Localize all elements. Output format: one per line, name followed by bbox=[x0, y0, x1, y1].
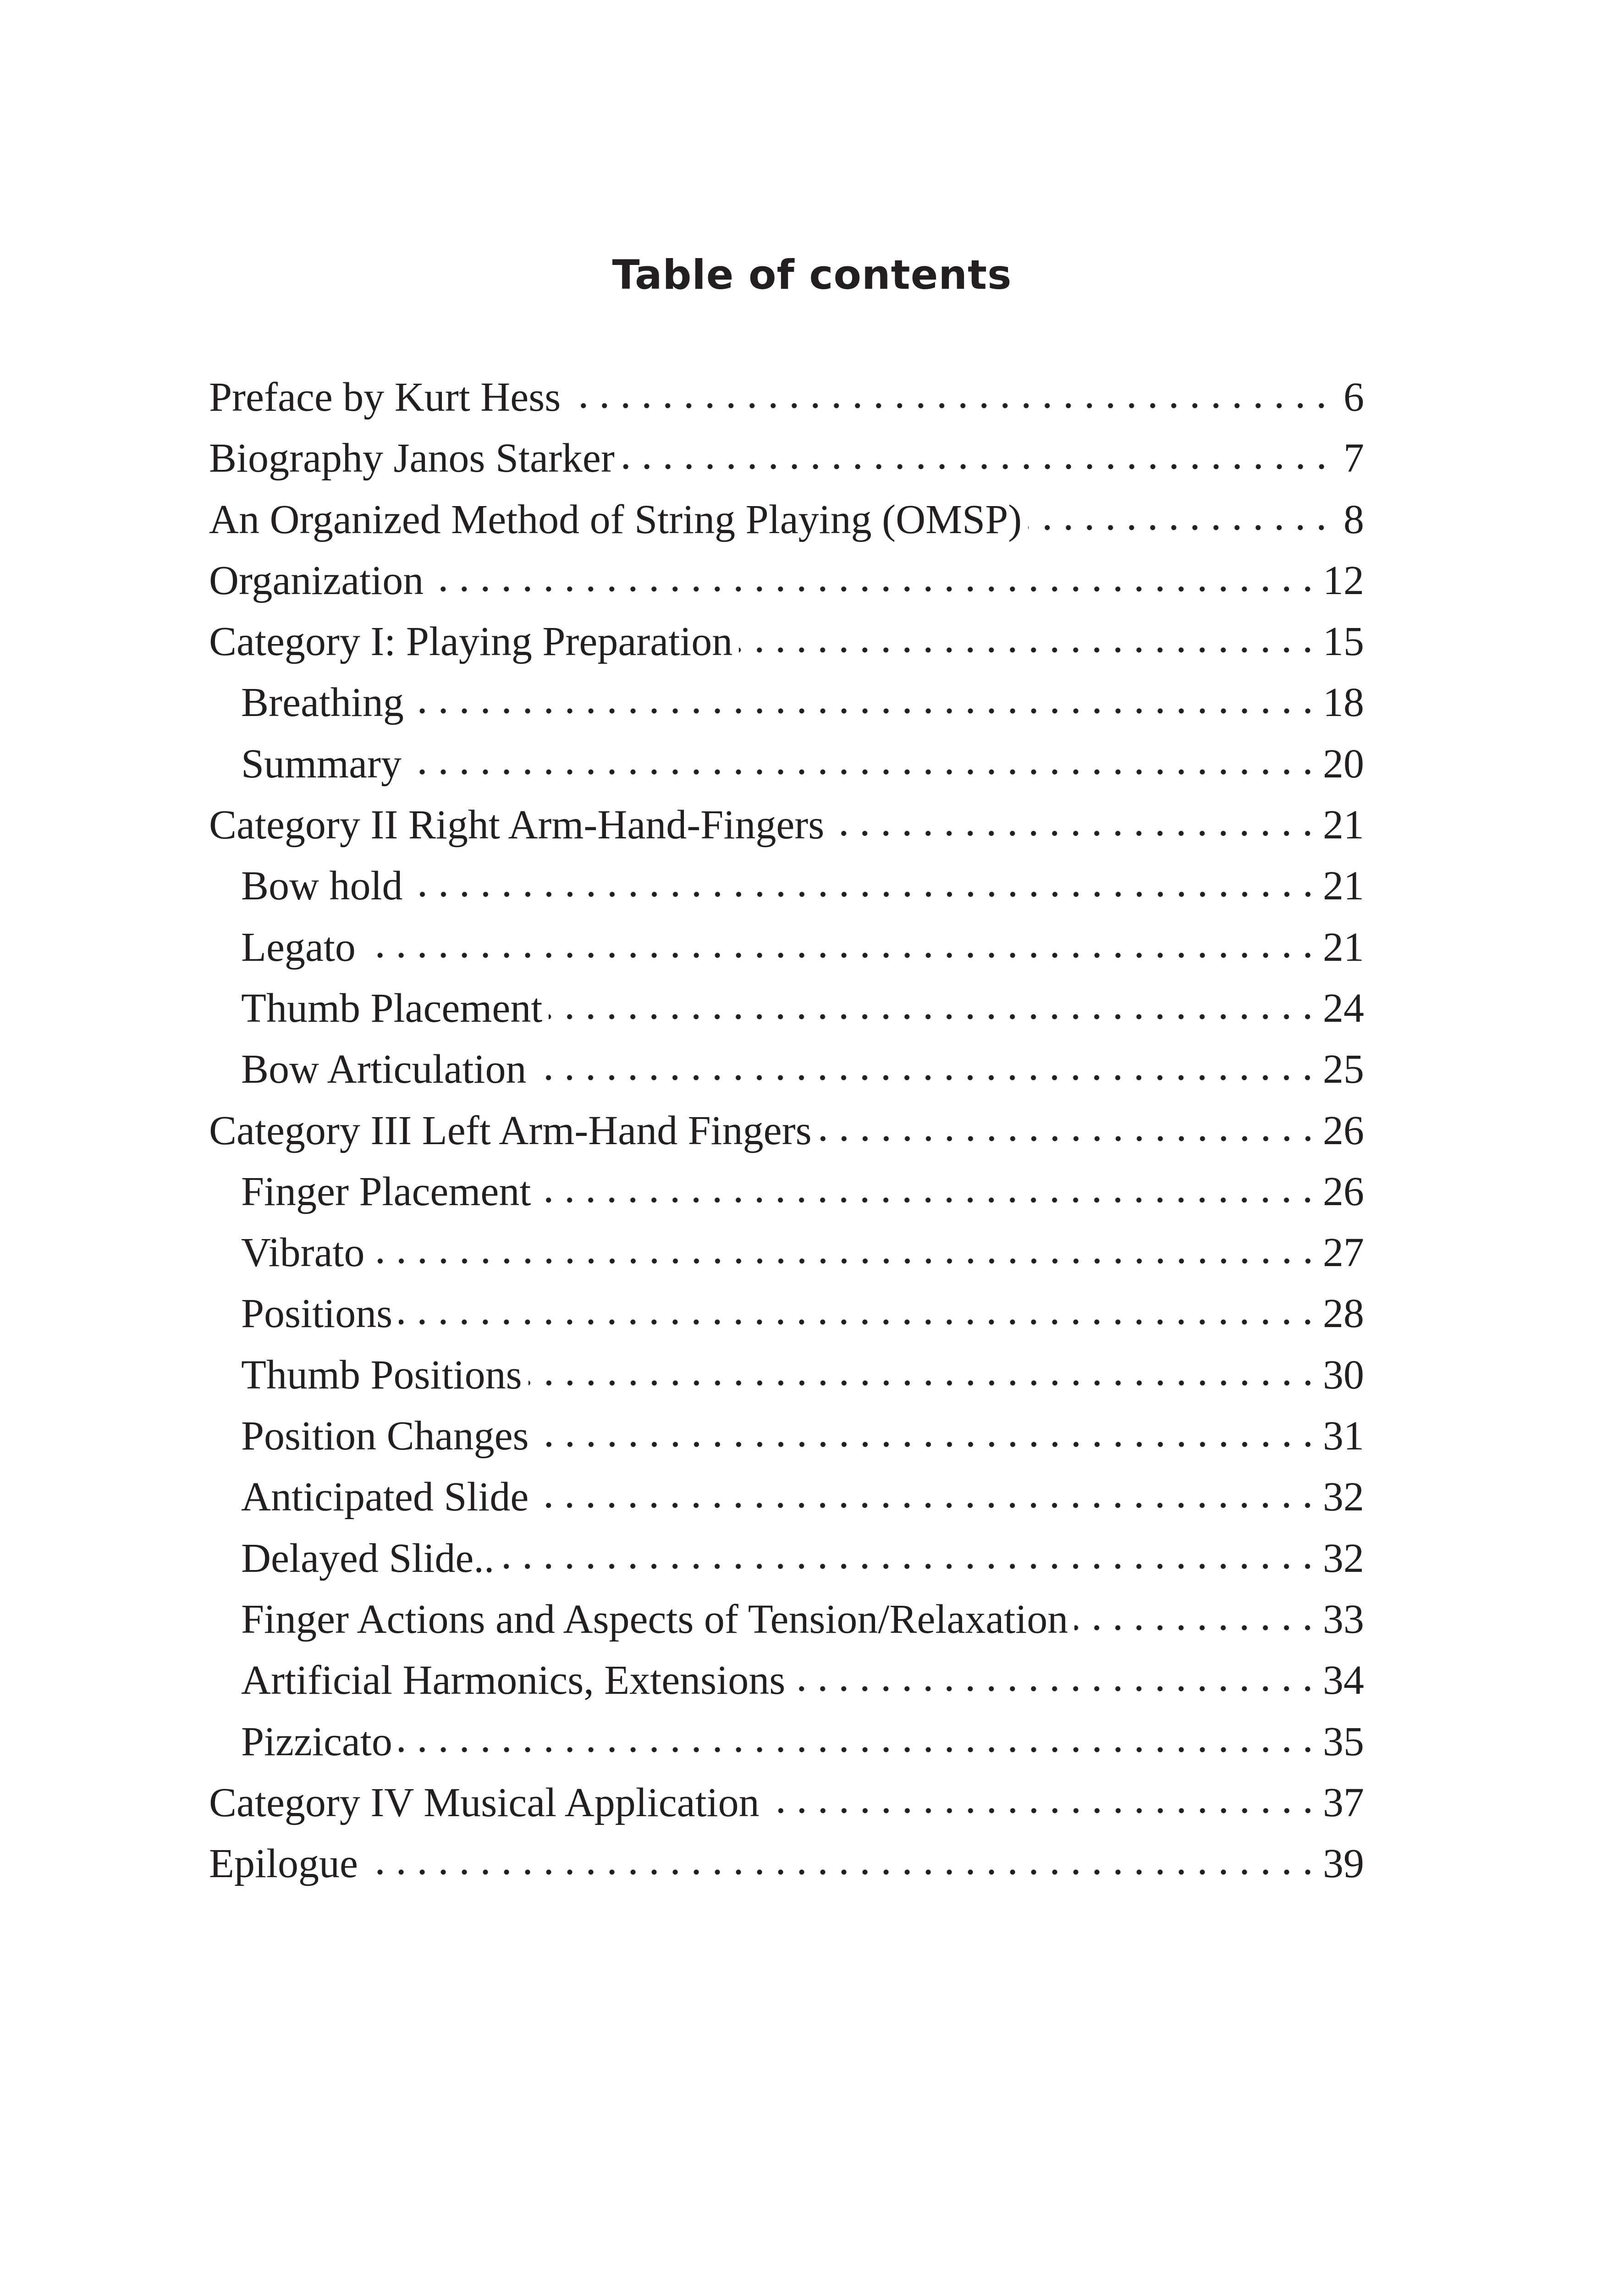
toc-entry[interactable] bbox=[209, 1344, 1364, 1405]
toc-dot-leader bbox=[399, 1747, 1318, 1756]
toc-entry-label: Summary bbox=[241, 733, 408, 794]
toc-entry-label: Positions bbox=[241, 1283, 399, 1344]
toc-entry-label: Epilogue bbox=[209, 1833, 364, 1894]
toc-entry-label: Biography Janos Starker bbox=[209, 428, 621, 489]
toc-entry-label: Legato bbox=[241, 917, 362, 978]
toc-entry-page-number: 34 bbox=[1323, 1658, 1364, 1703]
toc-dot-leader bbox=[371, 1258, 1318, 1267]
toc-entry[interactable] bbox=[209, 1405, 1364, 1466]
toc-entry[interactable] bbox=[209, 1283, 1364, 1344]
toc-entry-label: Vibrato bbox=[241, 1222, 371, 1283]
toc-entry-label: Category II Right Arm-Hand-Fingers bbox=[209, 794, 831, 855]
toc-dot-leader bbox=[739, 647, 1318, 656]
toc-entry-page-number: 26 bbox=[1323, 1168, 1364, 1214]
toc-dot-leader bbox=[1074, 1625, 1318, 1634]
toc-dot-leader bbox=[621, 464, 1332, 473]
toc-entry-page-number: 26 bbox=[1323, 1107, 1364, 1153]
toc-entry[interactable] bbox=[209, 1772, 1364, 1833]
toc-entry[interactable] bbox=[209, 1589, 1364, 1650]
toc-dot-leader bbox=[528, 1380, 1318, 1389]
toc-entry-label: Anticipated Slide bbox=[241, 1466, 535, 1527]
toc-entry-page-number: 27 bbox=[1323, 1230, 1364, 1276]
toc-entry-label: Category IV Musical Application bbox=[209, 1772, 766, 1833]
toc-entry-page-number: 32 bbox=[1323, 1474, 1364, 1520]
toc-entry-label: Bow Articulation bbox=[241, 1039, 533, 1100]
toc-entry[interactable] bbox=[209, 917, 1364, 978]
toc-entry[interactable] bbox=[209, 1222, 1364, 1283]
toc-entry-label: Position Changes bbox=[241, 1405, 535, 1466]
toc-entry[interactable] bbox=[209, 794, 1364, 855]
toc-entry[interactable] bbox=[209, 1650, 1364, 1711]
toc-dot-leader bbox=[549, 1014, 1318, 1023]
toc-dot-leader bbox=[1028, 525, 1332, 534]
toc-entry[interactable] bbox=[209, 550, 1364, 611]
toc-entry[interactable] bbox=[209, 978, 1364, 1039]
toc-entry-page-number: 7 bbox=[1343, 435, 1364, 481]
toc-entry[interactable] bbox=[209, 428, 1364, 489]
toc-entry-page-number: 20 bbox=[1323, 741, 1364, 787]
toc-dot-leader bbox=[567, 403, 1332, 412]
toc-entry[interactable] bbox=[209, 1528, 1364, 1589]
toc-entry-page-number: 12 bbox=[1323, 557, 1364, 603]
toc-dot-leader bbox=[831, 831, 1318, 840]
toc-dot-leader bbox=[408, 769, 1318, 778]
toc-entry-page-number: 24 bbox=[1323, 985, 1364, 1031]
toc-list bbox=[209, 367, 1364, 1894]
toc-entry-page-number: 28 bbox=[1323, 1291, 1364, 1337]
toc-entry-page-number: 6 bbox=[1343, 375, 1364, 420]
toc-entry[interactable] bbox=[209, 1833, 1364, 1894]
toc-dot-leader bbox=[409, 892, 1318, 901]
toc-entry-label: Category I: Playing Preparation bbox=[209, 611, 739, 672]
toc-entry-label: Finger Actions and Aspects of Tension/Relaxation bbox=[241, 1589, 1074, 1650]
toc-entry-label: An Organized Method of String Playing (OMSP) bbox=[209, 489, 1028, 550]
toc-entry-label: Delayed Slide.. bbox=[241, 1528, 501, 1589]
toc-entry[interactable] bbox=[209, 1039, 1364, 1100]
toc-entry[interactable] bbox=[209, 1161, 1364, 1222]
toc-dot-leader bbox=[792, 1686, 1318, 1695]
toc-entry-label: Pizzicato bbox=[241, 1711, 399, 1772]
toc-entry[interactable] bbox=[209, 733, 1364, 794]
toc-entry-page-number: 15 bbox=[1323, 619, 1364, 665]
toc-dot-leader bbox=[362, 953, 1318, 962]
toc-entry-label: Organization bbox=[209, 550, 430, 611]
toc-entry-page-number: 21 bbox=[1323, 924, 1364, 970]
toc-dot-leader bbox=[818, 1136, 1318, 1145]
toc-dot-leader bbox=[399, 1319, 1318, 1328]
toc-entry[interactable] bbox=[209, 489, 1364, 550]
toc-entry-page-number: 18 bbox=[1323, 680, 1364, 726]
toc-entry-label: Category III Left Arm-Hand Fingers bbox=[209, 1100, 818, 1161]
toc-entry[interactable] bbox=[209, 611, 1364, 672]
toc-entry-page-number: 21 bbox=[1323, 802, 1364, 848]
toc-entry-label: Breathing bbox=[241, 672, 410, 733]
toc-entry[interactable] bbox=[209, 1466, 1364, 1527]
toc-entry-page-number: 25 bbox=[1323, 1047, 1364, 1092]
toc-dot-leader bbox=[766, 1808, 1318, 1817]
toc-entry-page-number: 31 bbox=[1323, 1413, 1364, 1459]
toc-entry[interactable] bbox=[209, 1100, 1364, 1161]
toc-entry-page-number: 37 bbox=[1323, 1780, 1364, 1825]
toc-entry-page-number: 35 bbox=[1323, 1719, 1364, 1764]
toc-entry-label: Preface by Kurt Hess bbox=[209, 367, 567, 428]
toc-dot-leader bbox=[410, 708, 1318, 717]
toc-entry-page-number: 32 bbox=[1323, 1535, 1364, 1581]
toc-entry-page-number: 39 bbox=[1323, 1841, 1364, 1887]
toc-entry-page-number: 21 bbox=[1323, 863, 1364, 909]
toc-entry-label: Artificial Harmonics, Extensions bbox=[241, 1650, 792, 1711]
toc-dot-leader bbox=[430, 586, 1318, 595]
toc-entry-page-number: 8 bbox=[1343, 496, 1364, 542]
toc-dot-leader bbox=[535, 1503, 1318, 1512]
toc-dot-leader bbox=[537, 1197, 1318, 1207]
toc-dot-leader bbox=[501, 1564, 1318, 1573]
toc-entry-label: Bow hold bbox=[241, 855, 409, 916]
toc-entry[interactable] bbox=[209, 367, 1364, 428]
page-title: Table of contents bbox=[612, 251, 1012, 298]
toc-entry-page-number: 30 bbox=[1323, 1352, 1364, 1398]
toc-dot-leader bbox=[533, 1075, 1318, 1084]
toc-entry-label: Finger Placement bbox=[241, 1161, 537, 1222]
toc-dot-leader bbox=[535, 1442, 1318, 1451]
toc-entry[interactable] bbox=[209, 1711, 1364, 1772]
toc-entry-label: Thumb Positions bbox=[241, 1344, 528, 1405]
toc-entry-label: Thumb Placement bbox=[241, 978, 549, 1039]
toc-entry[interactable] bbox=[209, 855, 1364, 916]
toc-dot-leader bbox=[364, 1869, 1318, 1879]
toc-entry[interactable] bbox=[209, 672, 1364, 733]
toc-entry-page-number: 33 bbox=[1323, 1596, 1364, 1642]
